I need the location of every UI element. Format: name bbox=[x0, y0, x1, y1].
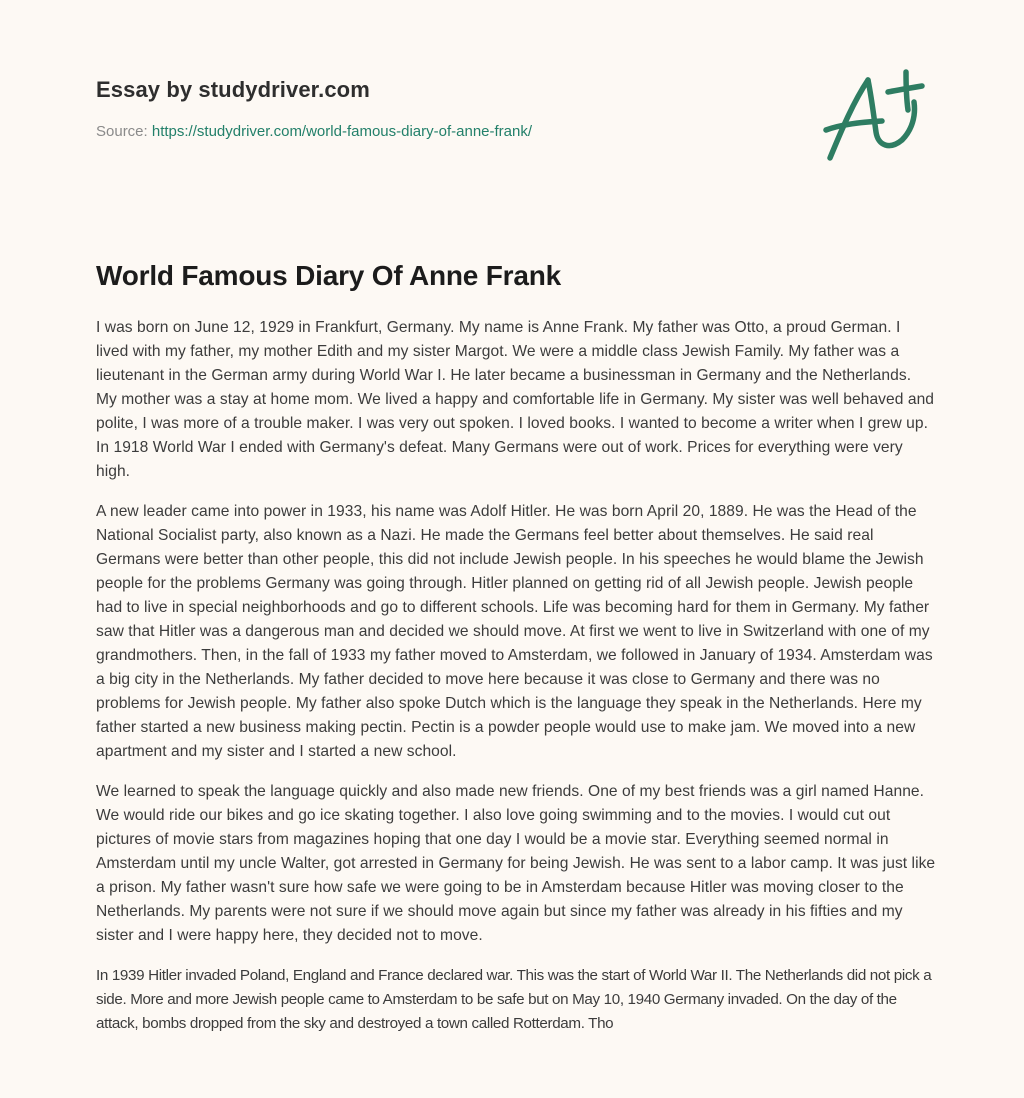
a-plus-grade-icon bbox=[818, 66, 936, 166]
source-label: Source: bbox=[96, 123, 148, 140]
paragraph: I was born on June 12, 1929 in Frankfurt, Germany. My name is Anne Frank. My father was Otto, a proud German. I lived with my father, my mother Edith and my sister Margot. We were a middle class Jewish Family. My father was a lieutenant in the German army during World War I. He later became a businessman in Germany and the Netherlands. My mother was a stay at home mom. We lived a happy and comfortable life in Germany. My sister was well behaved and polite, I was more of a trouble maker. I was very out spoken. I loved books. I wanted to become a writer when I grew up. In 1918 World War I ended with Germany's defeat. Many Germans were out of work. Prices for everything were very high. bbox=[96, 319, 935, 480]
page-header bbox=[96, 74, 796, 142]
paragraph: A new leader came into power in 1933, his name was Adolf Hitler. He was born April 20, 1889. He was the Head of the National Socialist party, also known as a Nazi. He made the Germans feel better about themselves. He said real Germans were better than other people, this did not include Jewish people. In his speeches he would blame the Jewish people for the problems Germany was going through. Hitler planned on getting rid of all Jewish people. Jewish people had to live in special neighborhoods and go to different schools. Life was becoming hard for them in Germany. My father saw that Hitler was a dangerous man and decided we should move. At first we went to live in Switzerland with one of my grandmothers. Then, in the fall of 1933 my father moved to Amsterdam, we followed in January of 1934. Amsterdam was a big city in the Netherlands. My father decided to move here because it was close to Germany and there was no problems for Jewish people. My father also spoke Dutch which is the language they speak in the Netherlands. Here my father started a new business making pectin. Pectin is a powder people would use to make jam. We moved into a new apartment and my sister and I started a new school. bbox=[96, 503, 933, 760]
paragraph: We learned to speak the language quickly and also made new friends. One of my best friends was a girl named Hanne. We would ride our bikes and go ice skating together. I also love going swimming and to the movies. I would cut out pictures of movie stars from magazines hoping that one day I would be a movie star. Everything seemed normal in Amsterdam until my uncle Walter, got arrested in Germany for being Jewish. He was sent to a labor camp. It was just like a prison. My father wasn't sure how safe we were going to be in Amsterdam because Hitler was moving closer to the Netherlands. My parents were not sure if we should move again but since my father was already in his fifties and my sister and I were happy here, they decided not to move. bbox=[96, 783, 936, 944]
site-title: Essay by studydriver.com bbox=[96, 77, 370, 102]
article-title: World Famous Diary Of Anne Frank bbox=[96, 260, 562, 291]
source-link[interactable]: https://studydriver.com/world-famous-diary-of-anne-frank/ bbox=[151, 123, 533, 140]
paragraph-truncated: In 1939 Hitler invaded Poland, England and France declared war. This was the start of World War II. The Netherlands did not pick a side. More and more Jewish people came to Amsterdam to be safe but on May 10, 1940 Germany invaded. On the day of the attack, bombs dropped from the sky and destroyed a town called Rotterdam. Tho bbox=[96, 967, 932, 1032]
essay-article bbox=[96, 256, 936, 1052]
source-line bbox=[96, 122, 796, 142]
